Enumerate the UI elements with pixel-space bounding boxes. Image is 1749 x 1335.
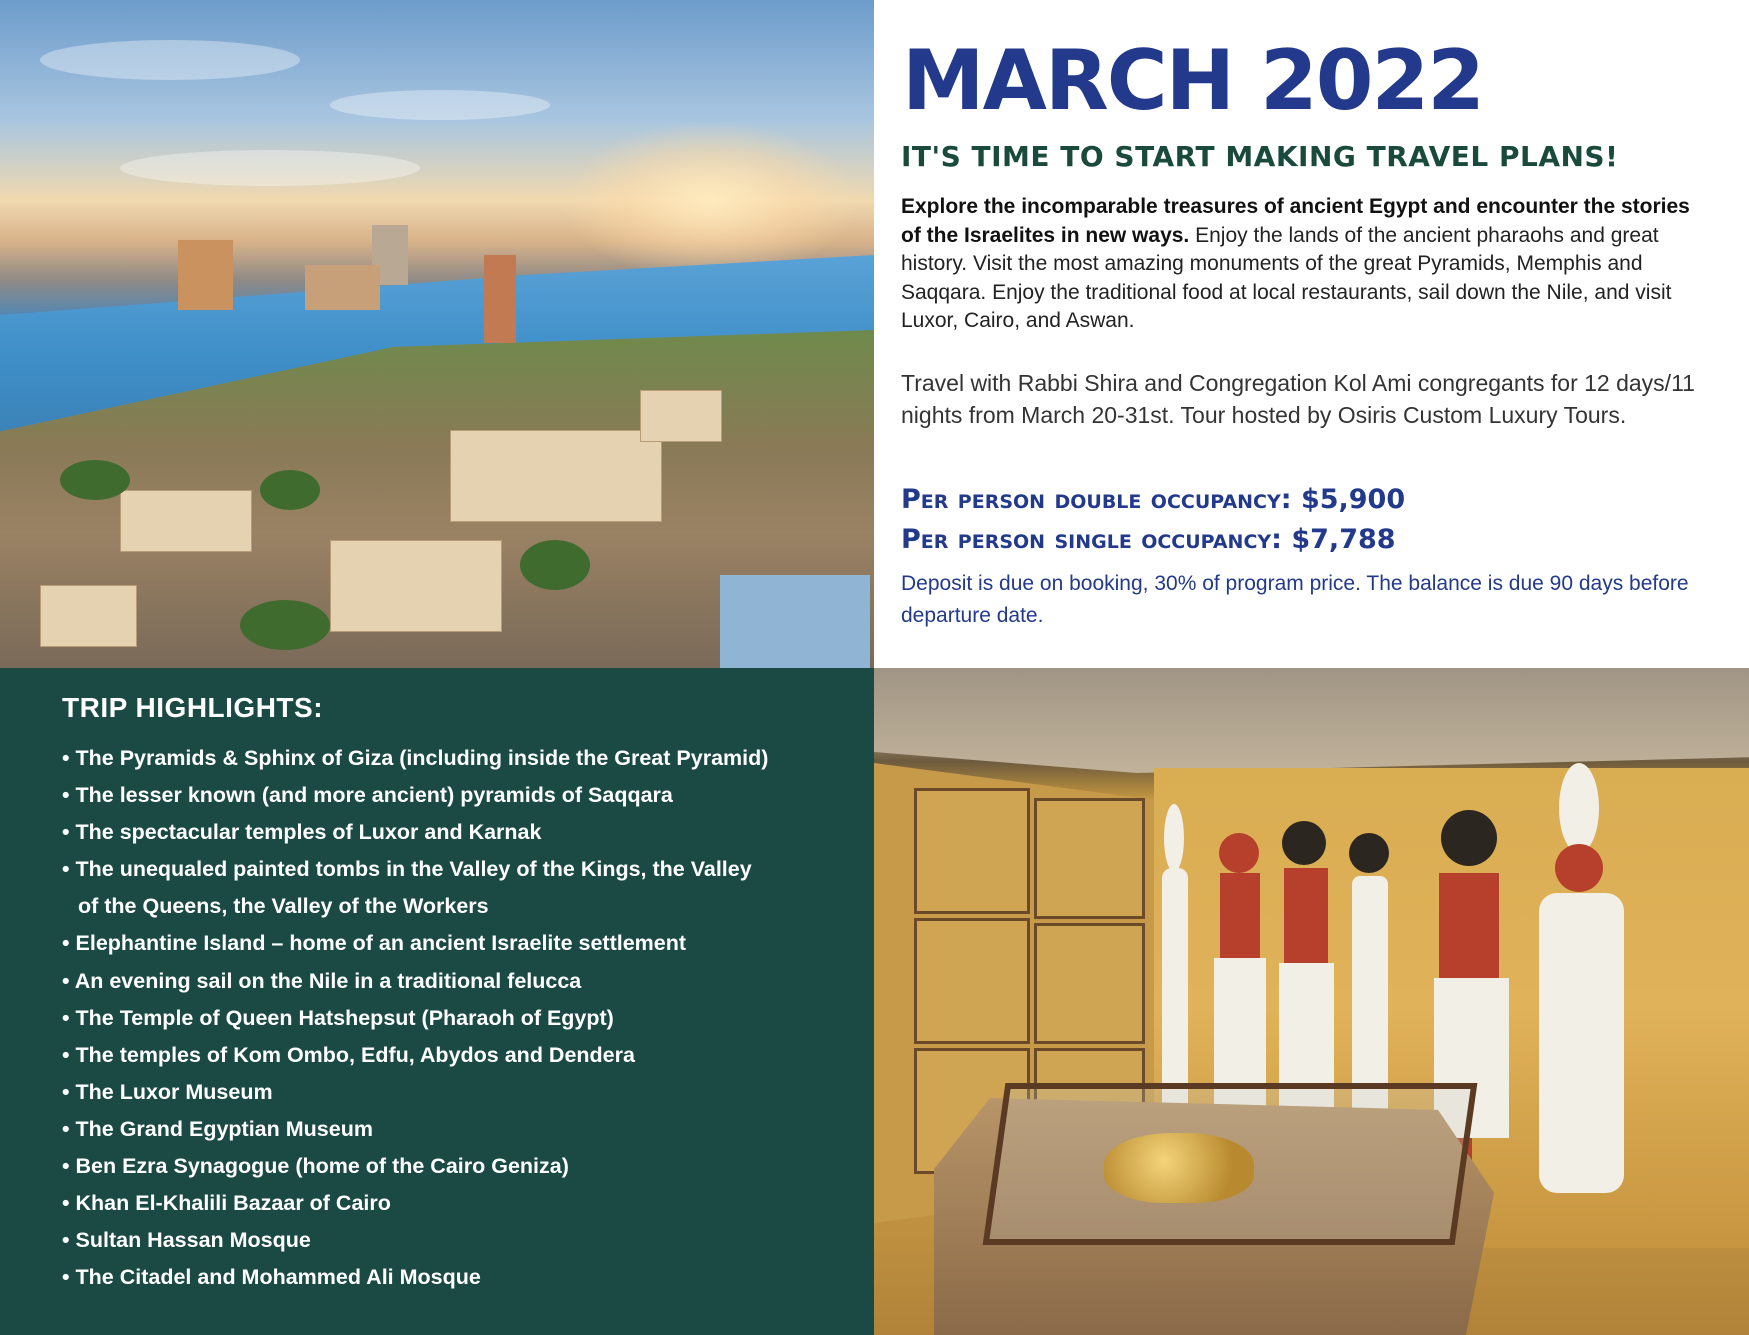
list-item: • The lesser known (and more ancient) pyramids of Saqqara (62, 783, 673, 808)
list-item: • The temples of Kom Ombo, Edfu, Abydos and Dendera (62, 1042, 635, 1067)
highlights-title: TRIP HIGHLIGHTS: (62, 692, 324, 723)
list-item: • Sultan Hassan Mosque (62, 1228, 311, 1253)
building (120, 490, 252, 552)
list-item: • The Pyramids & Sphinx of Giza (including inside the Great Pyramid) (62, 746, 769, 770)
list-item: • Ben Ezra Synagogue (home of the Cairo Geniza) (62, 1154, 569, 1179)
intro-bold-text: Explore the incomparable treasures of ancient Egypt and encounter the stories of the Israelites in new ways. (901, 195, 1690, 247)
list-item: • The spectacular temples of Luxor and Karnak (62, 820, 542, 845)
price-double-occupancy: Per person double occupancy: $5,900 (901, 484, 1406, 515)
cloud (40, 40, 300, 80)
list-item: • An evening sail on the Nile in a traditional felucca (62, 968, 582, 993)
page-title: MARCH 2022 (902, 32, 1484, 129)
list-item: • The unequaled painted tombs in the Valley of the Kings, the Valley (62, 857, 752, 882)
building (40, 585, 137, 647)
list-item: • The Temple of Queen Hatshepsut (Pharaoh of Egypt) (62, 1005, 614, 1030)
tree (260, 470, 320, 510)
tree (60, 460, 130, 500)
hieroglyph-panel (914, 788, 1030, 914)
intro-paragraph (901, 193, 1711, 336)
blue-roof-building (720, 575, 870, 668)
intro-text: Enjoy the lands of the ancient pharaohs and great history. Visit the most amazing monuments of the great Pyramids, Memphis and Saqqara. Enjoy the traditional food at local restaurants, sail down the Nile, and visit Luxor, Cairo, and Aswan. (901, 223, 1672, 332)
golden-coffin (1104, 1133, 1254, 1203)
cloud (330, 90, 550, 120)
deposit-note: Deposit is due on booking, 30% of program price. The balance is due 90 days before departure date. (901, 572, 1689, 627)
cairo-nile-photo (0, 0, 874, 668)
figure-osiris-right (1539, 763, 1624, 1193)
page-subtitle: IT'S TIME TO START MAKING TRAVEL PLANS! (901, 140, 1619, 173)
baboon-panel (1034, 923, 1145, 1044)
list-item: • Khan El-Khalili Bazaar of Cairo (62, 1191, 391, 1216)
trip-highlights-panel (0, 668, 874, 1335)
tree (520, 540, 590, 590)
list-item-continuation (62, 888, 862, 925)
list-item: • Elephantine Island – home of an ancient Israelite settlement (62, 931, 687, 956)
trip-info-panel (874, 0, 1749, 668)
figure-osiris-left (1162, 804, 1188, 1128)
tree (240, 600, 330, 650)
hotel-tower (178, 240, 233, 310)
list-item: • The Grand Egyptian Museum (62, 1116, 373, 1141)
travel-paragraph: Travel with Rabbi Shira and Congregation Kol Ami congregants for 12 days/11 nights from March 20-31st. Tour hosted by Osiris Custom Luxury Tours. (901, 370, 1695, 428)
price-single-occupancy: Per person single occupancy: $7,788 (901, 524, 1396, 555)
baboon-panel (914, 918, 1030, 1044)
list-item: • The Luxor Museum (62, 1079, 273, 1104)
hieroglyph-panel (1034, 798, 1145, 919)
sun-glow (560, 120, 860, 280)
building (330, 540, 502, 632)
tomb-photo (874, 668, 1749, 1335)
highlights-list (62, 740, 862, 1296)
dome-building (640, 390, 722, 442)
list-item: • The Citadel and Mohammed Ali Mosque (62, 1265, 481, 1290)
list-item-continuation-text: of the Queens, the Valley of the Workers (78, 894, 489, 919)
opera-house (450, 430, 662, 522)
figure-pharaoh-1 (1214, 833, 1266, 1118)
cairo-tower (484, 255, 516, 343)
cloud (120, 150, 420, 186)
hotel-building (305, 265, 380, 310)
